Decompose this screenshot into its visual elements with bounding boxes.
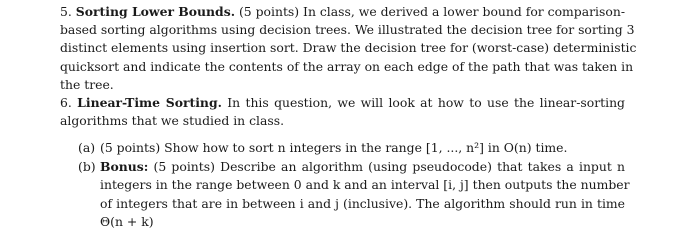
part-b-line-1 (100, 158, 625, 176)
problem-5-title: Sorting Lower Bounds. (75, 4, 236, 19)
part-b-line-4: Θ(n + k) (100, 213, 154, 229)
part-a (78, 139, 625, 157)
problem-6-line-2: algorithms that we studied in class. (60, 113, 285, 129)
part-a-label: (a) (78, 140, 96, 155)
part-b-line-3: of integers that are in between i and j (inclusive). The algorithm should run in time (100, 195, 625, 211)
part-b-text: (5 points) Describe an algorithm (using pseudocode) that takes a input n (148, 159, 625, 175)
part-b-label: (b) (78, 159, 96, 175)
problem-5-line-3: distinct elements using insertion sort. Draw the decision tree for (worst-case) deterministic (60, 40, 637, 56)
problem-6-number: 6. (60, 95, 72, 110)
part-b (78, 158, 630, 231)
problem-5-number: 5. (60, 4, 72, 19)
problem-5 (60, 3, 637, 94)
problem-5-line-4: quicksort and indicate the contents of the array on each edge of the path that was taken in (60, 58, 634, 74)
part-b-line-2: integers in the range between 0 and k and an interval [i, j] then outputs the number (100, 177, 630, 193)
problem-5-text: (5 points) In class, we derived a lower bound for comparison- (235, 4, 626, 19)
problem-5-line-2: based sorting algorithms using decision trees. We illustrated the decision tree for sorting 3 (60, 22, 635, 38)
problem-6-parts (78, 139, 630, 231)
problem-5-line-1 (60, 3, 625, 21)
part-a-line-1: (5 points) Show how to sort n integers in the range [1, ..., n²] in O(n) time. (100, 140, 568, 155)
part-b-bonus-label: Bonus: (100, 159, 149, 175)
problem-6-line-1 (60, 94, 625, 112)
problem-6-title: Linear-Time Sorting. (77, 95, 222, 110)
problem-6 (60, 94, 625, 130)
problem-6-text: In this question, we will look at how to use the linear-sorting (221, 95, 625, 110)
problem-5-line-5: the tree. (60, 76, 114, 92)
